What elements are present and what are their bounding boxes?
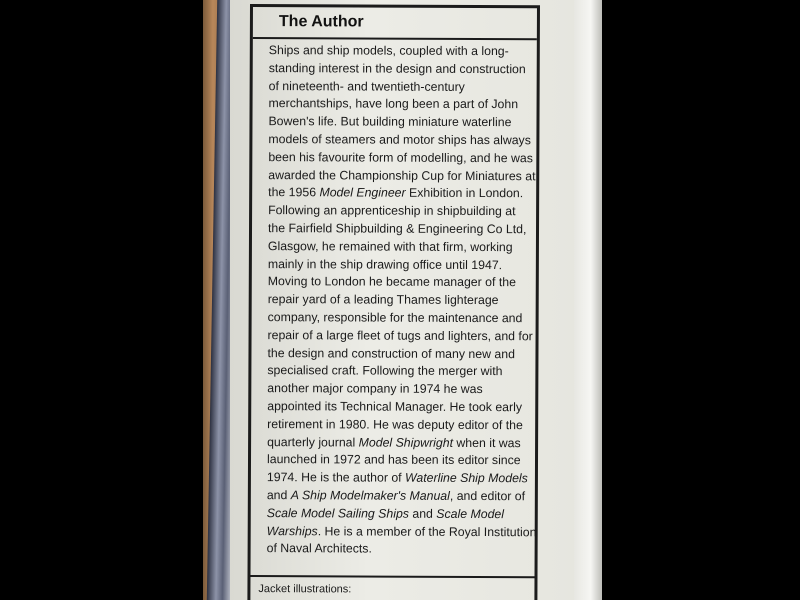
author-box (247, 4, 540, 600)
bio-text: mainly in the ship drawing office until 1947. (267, 256, 503, 272)
bio-line (267, 505, 529, 524)
bio-text: retirement in 1980. He was deputy editor of the (267, 416, 523, 432)
bio-text: and (266, 488, 291, 503)
bio-text: Glasgow, he remained with that firm, working (267, 238, 513, 254)
jacket-illustrations-label: Jacket illustrations: (258, 583, 352, 596)
bio-line (267, 487, 529, 506)
bio-text: awarded the Championship Cup for Miniatures at (268, 167, 536, 183)
bio-text: Following an apprenticeship in shipbuilding at (268, 203, 516, 219)
bio-line (267, 362, 529, 381)
bio-line (268, 113, 530, 132)
bio-text: repair of a large fleet of tugs and lighters, and for (267, 327, 533, 343)
bio-line (268, 202, 530, 221)
bio-line (269, 60, 531, 79)
bio-line (267, 327, 533, 346)
bio-text: Exhibition in London. (405, 186, 524, 201)
bio-text: Bowen's life. But building miniature waterline (268, 114, 512, 130)
bio-line (268, 273, 530, 292)
author-bio (266, 42, 537, 571)
bio-line (267, 398, 529, 417)
bio-line (269, 42, 531, 61)
bio-line (268, 149, 533, 168)
bio-line (267, 380, 529, 399)
bio-line (267, 451, 529, 470)
bio-line (268, 309, 530, 328)
bio-text: merchantships, have long been a part of John (268, 96, 519, 112)
bio-text: . He is a member of the Royal Institution (317, 523, 537, 539)
bio-text: company, responsible for the maintenance and (267, 310, 523, 326)
bio-line (268, 238, 530, 257)
bio-text: and (408, 506, 437, 521)
bio-italic-title: Model Engineer (319, 185, 406, 201)
bio-italic-title: Waterline Ship Models (404, 470, 528, 486)
bio-text: Moving to London he became manager of the (267, 274, 516, 290)
bio-line (269, 95, 531, 114)
bio-line (267, 434, 529, 453)
author-box-header (253, 7, 537, 40)
bio-text: the Fairfield Shipbuilding & Engineering Co Ltd, (267, 221, 527, 237)
bio-text: when it was (452, 435, 521, 450)
bio-text: another major company in 1974 he was (267, 381, 483, 397)
bio-italic-title: Warships (266, 523, 318, 538)
bio-line (267, 540, 529, 559)
bio-text: been his favourite form of modelling, and he was (268, 149, 533, 166)
bio-text: of Naval Architects. (266, 541, 372, 556)
bio-text: appointed its Technical Manager. He took early (267, 399, 523, 415)
bio-text: standing interest in the design and construction (268, 60, 526, 77)
bio-line (268, 220, 530, 239)
bio-text: of nineteenth- and twentieth-century (268, 78, 465, 94)
bio-line (267, 416, 529, 435)
bio-text: the 1956 (268, 185, 320, 200)
bio-text: , and editor of (449, 488, 526, 504)
bio-text: 1974. He is the author of (266, 470, 406, 485)
bio-italic-title: Scale Model Sailing Ships (266, 505, 409, 521)
bio-line (268, 131, 530, 150)
author-title: The Author (278, 13, 364, 31)
bio-line (267, 469, 529, 488)
bio-text: specialised craft. Following the merger with (267, 363, 503, 379)
bio-line (267, 345, 529, 364)
jacket-edge (574, 0, 602, 600)
bio-italic-title: A Ship Modelmaker's Manual (290, 488, 450, 503)
bio-line (266, 523, 537, 542)
bio-line (268, 291, 530, 310)
bio-text: launched in 1972 and has been its editor since (266, 452, 521, 468)
separator-line (250, 575, 534, 578)
bio-italic-title: Scale Model (436, 506, 505, 521)
bio-italic-title: Model Shipwright (358, 435, 454, 450)
bio-text: the design and construction of many new and (267, 345, 515, 361)
bio-line (269, 78, 531, 97)
bio-line (268, 184, 530, 203)
bio-text: quarterly journal (267, 434, 359, 450)
bio-line (268, 167, 536, 186)
bio-text: repair yard of a leading Thames lighterage (267, 292, 499, 308)
bio-text: models of steamers and motor ships has always (268, 132, 531, 148)
bio-line (268, 256, 530, 275)
bio-text: Ships and ship models, coupled with a long- (268, 43, 509, 59)
